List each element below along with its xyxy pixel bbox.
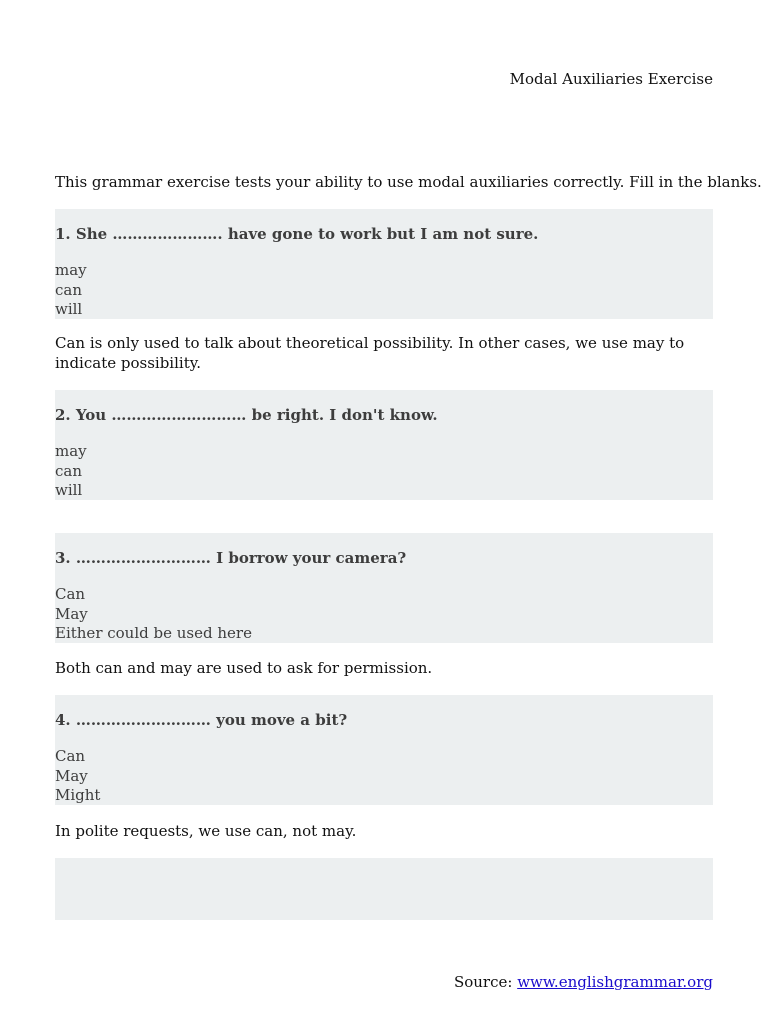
- question-text: 4. ……………………… you move a bit?: [55, 711, 348, 729]
- page-title: Modal Auxiliaries Exercise: [509, 70, 713, 88]
- question-box-3: [55, 533, 713, 643]
- answer-option[interactable]: May: [55, 766, 88, 785]
- question-text: 2. You ……………………… be right. I don't know.: [55, 406, 438, 424]
- answer-option[interactable]: Can: [55, 585, 86, 603]
- answer-options: [55, 442, 87, 501]
- question-text: 1. She …………………. have gone to work but I am not sure.: [55, 225, 539, 243]
- question-box-2: [55, 390, 713, 500]
- question-text: 3. ……………………… I borrow your camera?: [55, 549, 407, 567]
- answer-option[interactable]: Might: [55, 786, 101, 804]
- explanation-text: In polite requests, we use can, not may.: [55, 822, 357, 840]
- answer-option[interactable]: will: [55, 481, 83, 499]
- answer-options: [55, 261, 87, 320]
- answer-option[interactable]: may: [55, 442, 87, 460]
- source-link[interactable]: www.englishgrammar.org: [517, 973, 713, 991]
- answer-option[interactable]: can: [55, 461, 83, 480]
- intro-text: This grammar exercise tests your ability to use modal auxiliaries correctly. Fill in the blanks.: [55, 173, 762, 191]
- answer-option[interactable]: can: [55, 280, 83, 299]
- question-box-1: [55, 209, 713, 319]
- empty-question-box: [55, 858, 713, 920]
- answer-option[interactable]: Can: [55, 747, 86, 765]
- question-box-4: [55, 695, 713, 805]
- explanation-text: Both can and may are used to ask for permission.: [55, 659, 433, 677]
- answer-option[interactable]: will: [55, 300, 83, 318]
- answer-option[interactable]: May: [55, 604, 88, 623]
- answer-options: [55, 747, 100, 806]
- answer-option[interactable]: Either could be used here: [55, 624, 252, 642]
- explanation-text: Can is only used to talk about theoretical possibility. In other cases, we use may to indicate possibility.: [55, 334, 685, 372]
- answer-option[interactable]: may: [55, 261, 87, 279]
- source-label: Source:: [453, 973, 518, 991]
- source-footer: [454, 973, 713, 991]
- answer-options: [55, 585, 252, 644]
